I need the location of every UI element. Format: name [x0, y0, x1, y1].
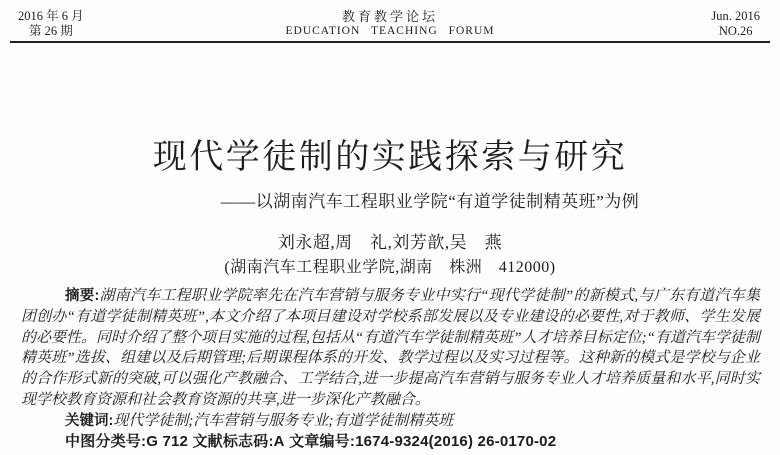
journal-title-en: EDUCATION TEACHING FORUM [285, 25, 495, 37]
header-date-cn: 2016 年 6 月 [18, 9, 84, 23]
article-id-label: 文章编号: [289, 432, 356, 450]
document-code-label: 文献标志码: [192, 432, 274, 450]
article-authors: 刘永超,周 礼,刘芳歆,吴 燕 [277, 233, 503, 252]
journal-running-head [0, 9, 780, 41]
article-id [289, 432, 556, 453]
header-divider-rule [10, 41, 770, 43]
abstract-paragraph [21, 286, 760, 411]
journal-title-block [0, 9, 780, 39]
header-issue-number-en: NO.26 [718, 24, 753, 38]
clc-value: G 712 [146, 432, 189, 450]
clc-number [65, 432, 188, 453]
abstract-label: 摘要: [65, 288, 100, 304]
keywords-text: 现代学徒制;汽车营销与服务专业;有道学徒制精英班 [113, 412, 454, 429]
keywords-paragraph [21, 411, 760, 432]
document-code-value: A [273, 432, 285, 450]
article-affiliation: (湖南汽车工程职业学院,湖南 株洲 412000) [224, 259, 556, 276]
header-date-en: Jun. 2016 [711, 9, 760, 23]
article-id-value: 1674-9324(2016) 26-0170-02 [355, 432, 557, 450]
classification-line [21, 432, 760, 453]
keywords-label: 关键词: [65, 412, 114, 429]
clc-label: 中图分类号: [65, 432, 147, 450]
header-issue-block-en [711, 9, 760, 39]
document-code [192, 432, 284, 453]
header-issue-number-cn: 第 26 期 [28, 24, 73, 38]
front-matter-block [21, 286, 760, 452]
abstract-text: 湖南汽车工程职业学院率先在汽车营销与服务专业中实行“现代学徒制”的新模式,与广东有道汽车集团创办“有道学徒制精英班”,本文介绍了本项目建设对学校系部发展以及专业建设的必要性,对于教师、学生发展的必要性。同时介绍了整个项目实施的过程,包括从“有道汽车学徒制精英班”人才培养目标定位;“有道汽车学徒制精英班”选拔、组建以及后期管理;后期课程体系的开发、教学过程以及实习过程等。这种新的模式是学校与企业的合作形式新的突破,可以强化产教融合、工学结合,进一步提高汽车营销与服务专业人才培养质量和水平,同时实现学校教育资源和社会教育资源的共享,进一步深化产教融合。 [21, 288, 760, 408]
article-subtitle [0, 187, 780, 212]
article-title: 现代学徒制的实践探索与研究 [152, 139, 628, 176]
journal-title-cn: 教育教学论坛 [341, 9, 438, 24]
article-subtitle-text: ——以湖南汽车工程职业学院“有道学徒制精英班”为例 [220, 192, 640, 211]
